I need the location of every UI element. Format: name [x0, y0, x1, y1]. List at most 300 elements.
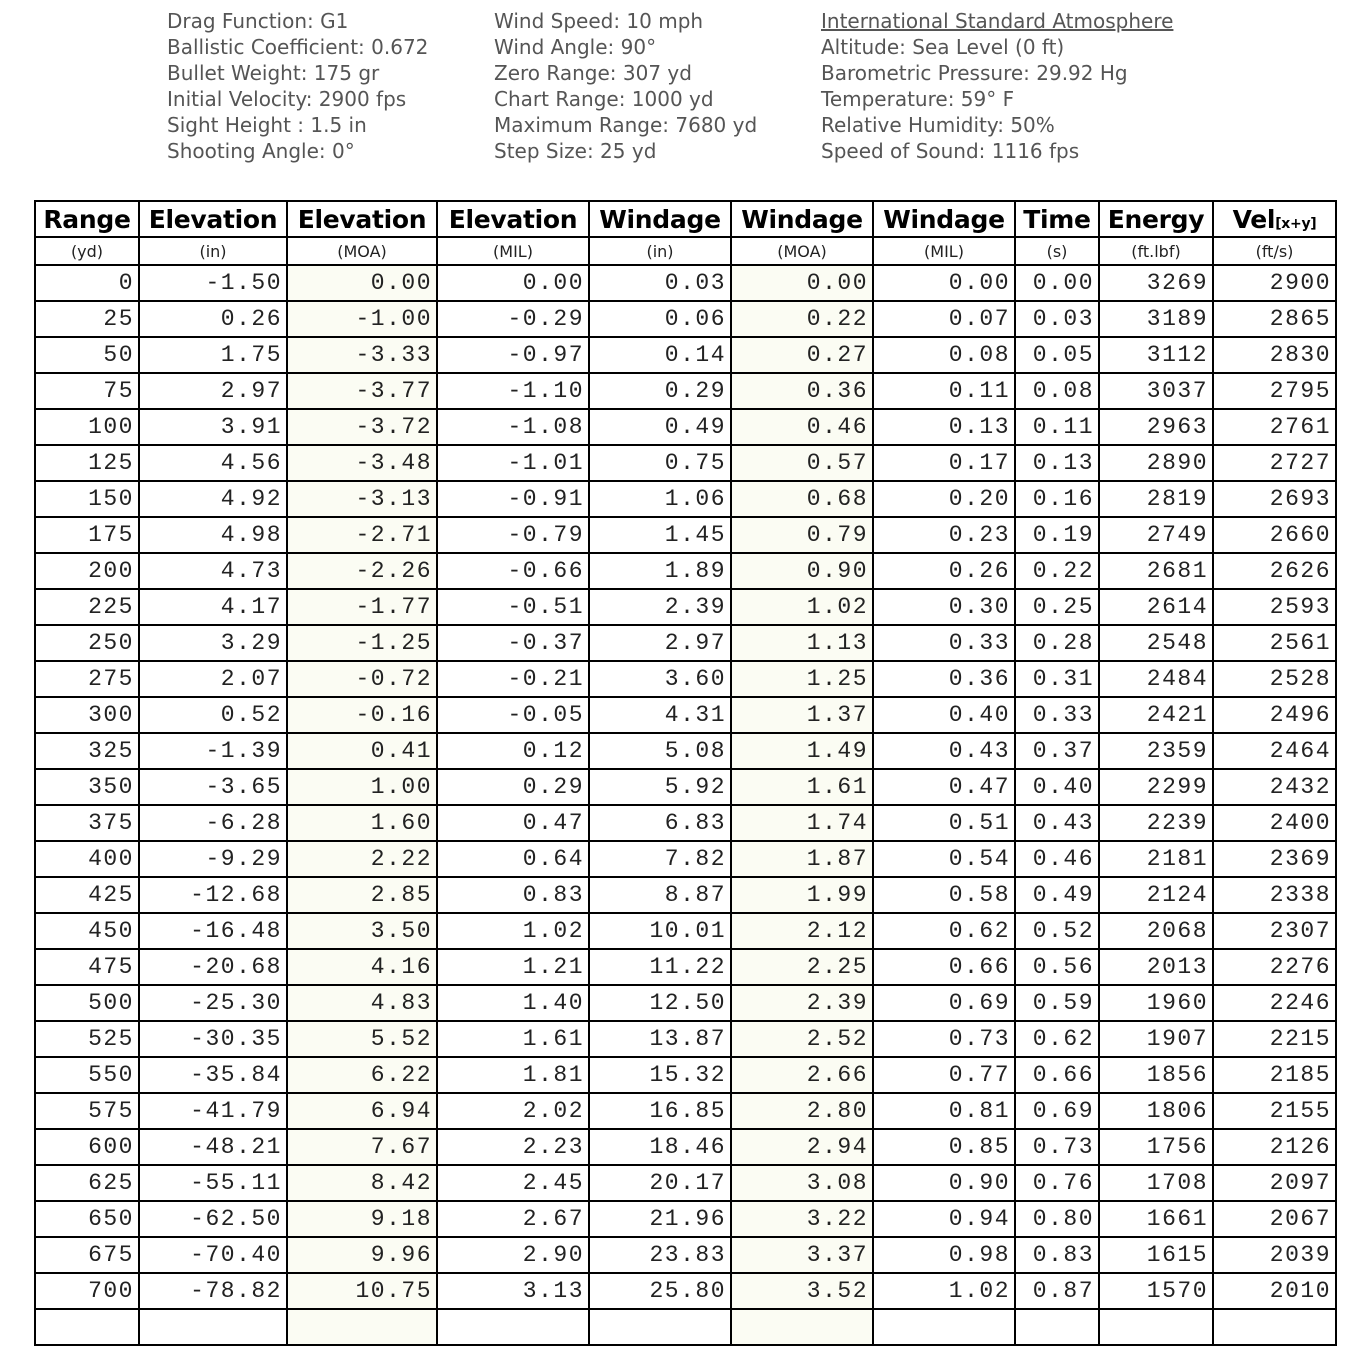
- cell-elevation-mil: -0.97: [437, 337, 589, 373]
- cell-velocity: 2900: [1213, 265, 1336, 301]
- cell-time: 0.16: [1015, 481, 1099, 517]
- cell-velocity: 2761: [1213, 409, 1336, 445]
- header-energy: Energy: [1099, 201, 1213, 237]
- table-row: [35, 409, 1336, 445]
- table-row: [35, 733, 1336, 769]
- table-row: [35, 1273, 1336, 1309]
- cell-windage-moa: 1.74: [731, 805, 873, 841]
- cell-windage-mil: 0.90: [873, 1165, 1015, 1201]
- cell-range: 0: [35, 265, 139, 301]
- cell-range: 100: [35, 409, 139, 445]
- cell-elevation-mil: 1.40: [437, 985, 589, 1021]
- cell-windage-mil: 0.07: [873, 301, 1015, 337]
- cell-velocity: [1213, 1309, 1336, 1345]
- cell-windage-moa: 1.61: [731, 769, 873, 805]
- table-row: [35, 517, 1336, 553]
- cell-elevation-in: -48.21: [139, 1129, 287, 1165]
- cell-windage-in: 1.45: [589, 517, 731, 553]
- unit-elevation-moa: (MOA): [287, 237, 437, 265]
- cell-elevation-moa: 7.67: [287, 1129, 437, 1165]
- zero-range: Zero Range: 307 yd: [494, 61, 692, 85]
- cell-elevation-in: -12.68: [139, 877, 287, 913]
- altitude: Altitude: Sea Level (0 ft): [821, 35, 1065, 59]
- cell-range: 650: [35, 1201, 139, 1237]
- cell-windage-mil: 1.02: [873, 1273, 1015, 1309]
- header-elevation-mil: Elevation: [437, 201, 589, 237]
- cell-time: 0.59: [1015, 985, 1099, 1021]
- cell-windage-moa: 2.12: [731, 913, 873, 949]
- cell-elevation-in: 4.17: [139, 589, 287, 625]
- cell-velocity: 2561: [1213, 625, 1336, 661]
- cell-range: 350: [35, 769, 139, 805]
- cell-elevation-in: -1.50: [139, 265, 287, 301]
- cell-energy: 2963: [1099, 409, 1213, 445]
- cell-elevation-in: -6.28: [139, 805, 287, 841]
- cell-elevation-mil: -0.05: [437, 697, 589, 733]
- cell-velocity: 2727: [1213, 445, 1336, 481]
- cell-windage-moa: 1.87: [731, 841, 873, 877]
- cell-velocity: 2307: [1213, 913, 1336, 949]
- cell-elevation-in: -78.82: [139, 1273, 287, 1309]
- header-elevation-moa: Elevation: [287, 201, 437, 237]
- cell-windage-in: 20.17: [589, 1165, 731, 1201]
- cell-windage-in: 0.03: [589, 265, 731, 301]
- cell-windage-moa: 2.39: [731, 985, 873, 1021]
- cell-windage-mil: 0.58: [873, 877, 1015, 913]
- cell-elevation-mil: 3.13: [437, 1273, 589, 1309]
- cell-elevation-in: [139, 1309, 287, 1345]
- cell-energy: 2239: [1099, 805, 1213, 841]
- cell-windage-in: 7.82: [589, 841, 731, 877]
- cell-elevation-moa: 2.85: [287, 877, 437, 913]
- cell-elevation-moa: -3.13: [287, 481, 437, 517]
- wind-angle: Wind Angle: 90°: [494, 35, 657, 59]
- initial-velocity: Initial Velocity: 2900 fps: [167, 87, 407, 111]
- step-size: Step Size: 25 yd: [494, 139, 657, 163]
- barometric-pressure: Barometric Pressure: 29.92 Hg: [821, 61, 1128, 85]
- cell-elevation-mil: 1.61: [437, 1021, 589, 1057]
- cell-elevation-in: -9.29: [139, 841, 287, 877]
- cell-velocity: 2795: [1213, 373, 1336, 409]
- cell-velocity: 2464: [1213, 733, 1336, 769]
- cell-range: 125: [35, 445, 139, 481]
- cell-elevation-moa: -3.77: [287, 373, 437, 409]
- cell-windage-mil: 0.23: [873, 517, 1015, 553]
- cell-time: 0.56: [1015, 949, 1099, 985]
- cell-windage-moa: 0.36: [731, 373, 873, 409]
- cell-time: 0.87: [1015, 1273, 1099, 1309]
- cell-elevation-in: 4.73: [139, 553, 287, 589]
- cell-velocity: 2660: [1213, 517, 1336, 553]
- table-row: [35, 373, 1336, 409]
- header-windage-moa: Windage: [731, 201, 873, 237]
- cell-time: [1015, 1309, 1099, 1345]
- cell-windage-mil: 0.98: [873, 1237, 1015, 1273]
- cell-elevation-moa: 9.96: [287, 1237, 437, 1273]
- header-range: Range: [35, 201, 139, 237]
- cell-velocity: 2528: [1213, 661, 1336, 697]
- cell-windage-in: 23.83: [589, 1237, 731, 1273]
- cell-windage-mil: 0.77: [873, 1057, 1015, 1093]
- header-windage-mil: Windage: [873, 201, 1015, 237]
- cell-elevation-mil: -0.29: [437, 301, 589, 337]
- cell-energy: 1806: [1099, 1093, 1213, 1129]
- table-row: [35, 1165, 1336, 1201]
- cell-windage-mil: 0.20: [873, 481, 1015, 517]
- unit-range: (yd): [35, 237, 139, 265]
- cell-energy: [1099, 1309, 1213, 1345]
- cell-windage-moa: [731, 1309, 873, 1345]
- cell-windage-moa: 3.52: [731, 1273, 873, 1309]
- wind-speed: Wind Speed: 10 mph: [494, 9, 704, 33]
- cell-elevation-moa: 10.75: [287, 1273, 437, 1309]
- table-row: [35, 877, 1336, 913]
- cell-energy: 1960: [1099, 985, 1213, 1021]
- cell-windage-in: 12.50: [589, 985, 731, 1021]
- cell-range: 500: [35, 985, 139, 1021]
- cell-windage-in: 21.96: [589, 1201, 731, 1237]
- cell-elevation-mil: -0.79: [437, 517, 589, 553]
- cell-time: 0.43: [1015, 805, 1099, 841]
- cell-elevation-moa: 0.00: [287, 265, 437, 301]
- cell-time: 0.46: [1015, 841, 1099, 877]
- cell-energy: 2548: [1099, 625, 1213, 661]
- cell-velocity: 2246: [1213, 985, 1336, 1021]
- cell-range: 450: [35, 913, 139, 949]
- cell-elevation-moa: -2.26: [287, 553, 437, 589]
- cell-elevation-mil: 0.12: [437, 733, 589, 769]
- header-velocity-subscript: [x+y]: [1275, 215, 1317, 232]
- cell-windage-in: 18.46: [589, 1129, 731, 1165]
- cell-elevation-in: 4.56: [139, 445, 287, 481]
- cell-windage-mil: 0.30: [873, 589, 1015, 625]
- cell-velocity: 2626: [1213, 553, 1336, 589]
- cell-velocity: 2039: [1213, 1237, 1336, 1273]
- cell-windage-in: 6.83: [589, 805, 731, 841]
- cell-elevation-moa: 2.22: [287, 841, 437, 877]
- cell-windage-in: 0.14: [589, 337, 731, 373]
- cell-velocity: 2865: [1213, 301, 1336, 337]
- cell-range: 600: [35, 1129, 139, 1165]
- cell-windage-in: 11.22: [589, 949, 731, 985]
- unit-energy: (ft.lbf): [1099, 237, 1213, 265]
- sight-height: Sight Height : 1.5 in: [167, 113, 367, 137]
- cell-velocity: 2432: [1213, 769, 1336, 805]
- cell-range: 250: [35, 625, 139, 661]
- cell-elevation-mil: 0.00: [437, 265, 589, 301]
- cell-windage-in: 4.31: [589, 697, 731, 733]
- table-row: [35, 589, 1336, 625]
- cell-energy: 2421: [1099, 697, 1213, 733]
- cell-windage-mil: 0.43: [873, 733, 1015, 769]
- unit-time: (s): [1015, 237, 1099, 265]
- cell-energy: 1856: [1099, 1057, 1213, 1093]
- cell-elevation-moa: 0.41: [287, 733, 437, 769]
- table-row: [35, 625, 1336, 661]
- cell-energy: 2181: [1099, 841, 1213, 877]
- cell-windage-in: 1.89: [589, 553, 731, 589]
- cell-time: 0.69: [1015, 1093, 1099, 1129]
- cell-velocity: 2593: [1213, 589, 1336, 625]
- cell-velocity: 2155: [1213, 1093, 1336, 1129]
- cell-range: 475: [35, 949, 139, 985]
- cell-elevation-moa: 6.94: [287, 1093, 437, 1129]
- cell-windage-moa: 2.25: [731, 949, 873, 985]
- cell-velocity: 2830: [1213, 337, 1336, 373]
- cell-elevation-in: 3.91: [139, 409, 287, 445]
- cell-elevation-mil: 1.02: [437, 913, 589, 949]
- cell-windage-in: 25.80: [589, 1273, 731, 1309]
- cell-elevation-in: -30.35: [139, 1021, 287, 1057]
- unit-windage-in: (in): [589, 237, 731, 265]
- cell-windage-mil: 0.51: [873, 805, 1015, 841]
- cell-windage-mil: 0.26: [873, 553, 1015, 589]
- cell-energy: 2614: [1099, 589, 1213, 625]
- cell-elevation-in: -1.39: [139, 733, 287, 769]
- cell-energy: 2749: [1099, 517, 1213, 553]
- cell-energy: 2359: [1099, 733, 1213, 769]
- cell-elevation-mil: 2.23: [437, 1129, 589, 1165]
- cell-energy: 1907: [1099, 1021, 1213, 1057]
- table-row: [35, 769, 1336, 805]
- cell-time: 0.83: [1015, 1237, 1099, 1273]
- cell-velocity: 2126: [1213, 1129, 1336, 1165]
- cell-windage-in: 0.49: [589, 409, 731, 445]
- cell-energy: 2819: [1099, 481, 1213, 517]
- cell-elevation-mil: -0.37: [437, 625, 589, 661]
- cell-range: 425: [35, 877, 139, 913]
- cell-elevation-in: -41.79: [139, 1093, 287, 1129]
- cell-velocity: 2400: [1213, 805, 1336, 841]
- cell-range: 200: [35, 553, 139, 589]
- cell-velocity: 2097: [1213, 1165, 1336, 1201]
- cell-elevation-moa: 8.42: [287, 1165, 437, 1201]
- cell-range: 550: [35, 1057, 139, 1093]
- table-row: [35, 841, 1336, 877]
- table-row: [35, 301, 1336, 337]
- cell-energy: 1661: [1099, 1201, 1213, 1237]
- cell-range: [35, 1309, 139, 1345]
- cell-range: 575: [35, 1093, 139, 1129]
- ballistic-coefficient: Ballistic Coefficient: 0.672: [167, 35, 429, 59]
- cell-energy: 3189: [1099, 301, 1213, 337]
- cell-windage-moa: 2.52: [731, 1021, 873, 1057]
- atmosphere-parameter-list: [821, 8, 1173, 164]
- ballistics-table: [34, 200, 1337, 1346]
- header-velocity-label: Vel: [1232, 204, 1276, 234]
- cell-energy: 2068: [1099, 913, 1213, 949]
- cell-time: 0.33: [1015, 697, 1099, 733]
- cell-elevation-moa: 6.22: [287, 1057, 437, 1093]
- cell-time: 0.00: [1015, 265, 1099, 301]
- cell-elevation-in: -62.50: [139, 1201, 287, 1237]
- cell-time: 0.52: [1015, 913, 1099, 949]
- cell-windage-moa: 0.57: [731, 445, 873, 481]
- cell-windage-moa: 1.49: [731, 733, 873, 769]
- cell-windage-moa: 3.37: [731, 1237, 873, 1273]
- table-row: [35, 985, 1336, 1021]
- cell-energy: 3112: [1099, 337, 1213, 373]
- cell-time: 0.62: [1015, 1021, 1099, 1057]
- cell-elevation-in: 2.97: [139, 373, 287, 409]
- cell-energy: 1570: [1099, 1273, 1213, 1309]
- units-row: [35, 237, 1336, 265]
- cell-elevation-moa: -1.00: [287, 301, 437, 337]
- table-row: [35, 913, 1336, 949]
- cell-windage-in: 5.08: [589, 733, 731, 769]
- table-row: [35, 1057, 1336, 1093]
- cell-windage-moa: 0.00: [731, 265, 873, 301]
- cell-windage-moa: 0.79: [731, 517, 873, 553]
- cell-windage-moa: 0.90: [731, 553, 873, 589]
- cell-windage-moa: 0.46: [731, 409, 873, 445]
- cell-elevation-in: -25.30: [139, 985, 287, 1021]
- cell-velocity: 2215: [1213, 1021, 1336, 1057]
- header-row: [35, 201, 1336, 237]
- shooting-angle: Shooting Angle: 0°: [167, 139, 355, 163]
- cell-elevation-moa: 4.83: [287, 985, 437, 1021]
- header-time: Time: [1015, 201, 1099, 237]
- unit-elevation-in: (in): [139, 237, 287, 265]
- cell-energy: 2124: [1099, 877, 1213, 913]
- cell-elevation-mil: 2.45: [437, 1165, 589, 1201]
- cell-elevation-moa: 3.50: [287, 913, 437, 949]
- cell-windage-mil: 0.47: [873, 769, 1015, 805]
- cell-windage-mil: 0.00: [873, 265, 1015, 301]
- cell-elevation-moa: -1.25: [287, 625, 437, 661]
- cell-windage-moa: 1.13: [731, 625, 873, 661]
- cell-velocity: 2693: [1213, 481, 1336, 517]
- cell-elevation-mil: 0.64: [437, 841, 589, 877]
- cell-windage-moa: 1.37: [731, 697, 873, 733]
- table-row: [35, 445, 1336, 481]
- cell-range: 625: [35, 1165, 139, 1201]
- cell-time: 0.76: [1015, 1165, 1099, 1201]
- cell-windage-moa: 0.68: [731, 481, 873, 517]
- cell-elevation-in: -35.84: [139, 1057, 287, 1093]
- cell-elevation-mil: -0.91: [437, 481, 589, 517]
- relative-humidity: Relative Humidity: 50%: [821, 113, 1055, 137]
- cell-windage-in: 5.92: [589, 769, 731, 805]
- cell-elevation-in: -55.11: [139, 1165, 287, 1201]
- cell-windage-moa: 2.66: [731, 1057, 873, 1093]
- table-row: [35, 1093, 1336, 1129]
- cell-windage-mil: 0.08: [873, 337, 1015, 373]
- cell-windage-mil: 0.13: [873, 409, 1015, 445]
- cell-windage-in: 0.06: [589, 301, 731, 337]
- cell-time: 0.37: [1015, 733, 1099, 769]
- table-row: [35, 1201, 1336, 1237]
- atmosphere-title: International Standard Atmosphere: [821, 9, 1174, 33]
- table-row: [35, 661, 1336, 697]
- cell-elevation-moa: -3.72: [287, 409, 437, 445]
- table-row: [35, 1309, 1336, 1345]
- cell-windage-in: 10.01: [589, 913, 731, 949]
- cell-elevation-moa: 5.52: [287, 1021, 437, 1057]
- cell-elevation-moa: 1.60: [287, 805, 437, 841]
- table-row: [35, 553, 1336, 589]
- cell-elevation-in: 2.07: [139, 661, 287, 697]
- cell-time: 0.40: [1015, 769, 1099, 805]
- cell-windage-moa: 1.02: [731, 589, 873, 625]
- cell-windage-in: 2.39: [589, 589, 731, 625]
- cell-range: 275: [35, 661, 139, 697]
- cell-time: 0.73: [1015, 1129, 1099, 1165]
- cell-velocity: 2338: [1213, 877, 1336, 913]
- cell-time: 0.66: [1015, 1057, 1099, 1093]
- cell-windage-moa: 3.22: [731, 1201, 873, 1237]
- cell-energy: 3037: [1099, 373, 1213, 409]
- cell-elevation-moa: -3.33: [287, 337, 437, 373]
- cell-elevation-in: 4.98: [139, 517, 287, 553]
- cell-range: 225: [35, 589, 139, 625]
- cell-windage-moa: 0.27: [731, 337, 873, 373]
- cell-elevation-moa: -1.77: [287, 589, 437, 625]
- cell-elevation-mil: -0.21: [437, 661, 589, 697]
- cell-elevation-mil: 1.81: [437, 1057, 589, 1093]
- cell-windage-mil: 0.17: [873, 445, 1015, 481]
- cell-windage-in: 15.32: [589, 1057, 731, 1093]
- cell-range: 300: [35, 697, 139, 733]
- cell-elevation-mil: -1.01: [437, 445, 589, 481]
- cell-energy: 1615: [1099, 1237, 1213, 1273]
- cell-range: 175: [35, 517, 139, 553]
- table-row: [35, 697, 1336, 733]
- cell-elevation-mil: 2.02: [437, 1093, 589, 1129]
- table-row: [35, 337, 1336, 373]
- cell-elevation-in: 0.52: [139, 697, 287, 733]
- cell-windage-in: 16.85: [589, 1093, 731, 1129]
- cell-elevation-moa: 1.00: [287, 769, 437, 805]
- chart-range: Chart Range: 1000 yd: [494, 87, 714, 111]
- cell-windage-mil: 0.11: [873, 373, 1015, 409]
- drag-function: Drag Function: G1: [167, 9, 349, 33]
- cell-range: 675: [35, 1237, 139, 1273]
- unit-windage-moa: (MOA): [731, 237, 873, 265]
- cell-elevation-moa: -3.48: [287, 445, 437, 481]
- cell-time: 0.49: [1015, 877, 1099, 913]
- cell-time: 0.28: [1015, 625, 1099, 661]
- cell-windage-mil: 0.33: [873, 625, 1015, 661]
- cell-elevation-mil: -1.10: [437, 373, 589, 409]
- cell-windage-in: [589, 1309, 731, 1345]
- cell-elevation-in: 3.29: [139, 625, 287, 661]
- cell-windage-in: 0.29: [589, 373, 731, 409]
- cell-time: 0.25: [1015, 589, 1099, 625]
- unit-windage-mil: (MIL): [873, 237, 1015, 265]
- cell-windage-moa: 3.08: [731, 1165, 873, 1201]
- ballistics-parameter-list: [167, 8, 428, 164]
- cell-velocity: 2185: [1213, 1057, 1336, 1093]
- cell-elevation-in: 1.75: [139, 337, 287, 373]
- header-windage-in: Windage: [589, 201, 731, 237]
- cell-windage-in: 8.87: [589, 877, 731, 913]
- ballistic-parameters: [0, 8, 1364, 178]
- cell-range: 50: [35, 337, 139, 373]
- cell-windage-mil: 0.73: [873, 1021, 1015, 1057]
- cell-windage-mil: 0.94: [873, 1201, 1015, 1237]
- cell-elevation-in: -70.40: [139, 1237, 287, 1273]
- cell-windage-in: 3.60: [589, 661, 731, 697]
- cell-windage-mil: 0.40: [873, 697, 1015, 733]
- cell-time: 0.08: [1015, 373, 1099, 409]
- cell-energy: 2299: [1099, 769, 1213, 805]
- cell-velocity: 2496: [1213, 697, 1336, 733]
- cell-elevation-mil: 1.21: [437, 949, 589, 985]
- cell-range: 325: [35, 733, 139, 769]
- cell-time: 0.05: [1015, 337, 1099, 373]
- table-body: [35, 265, 1336, 1345]
